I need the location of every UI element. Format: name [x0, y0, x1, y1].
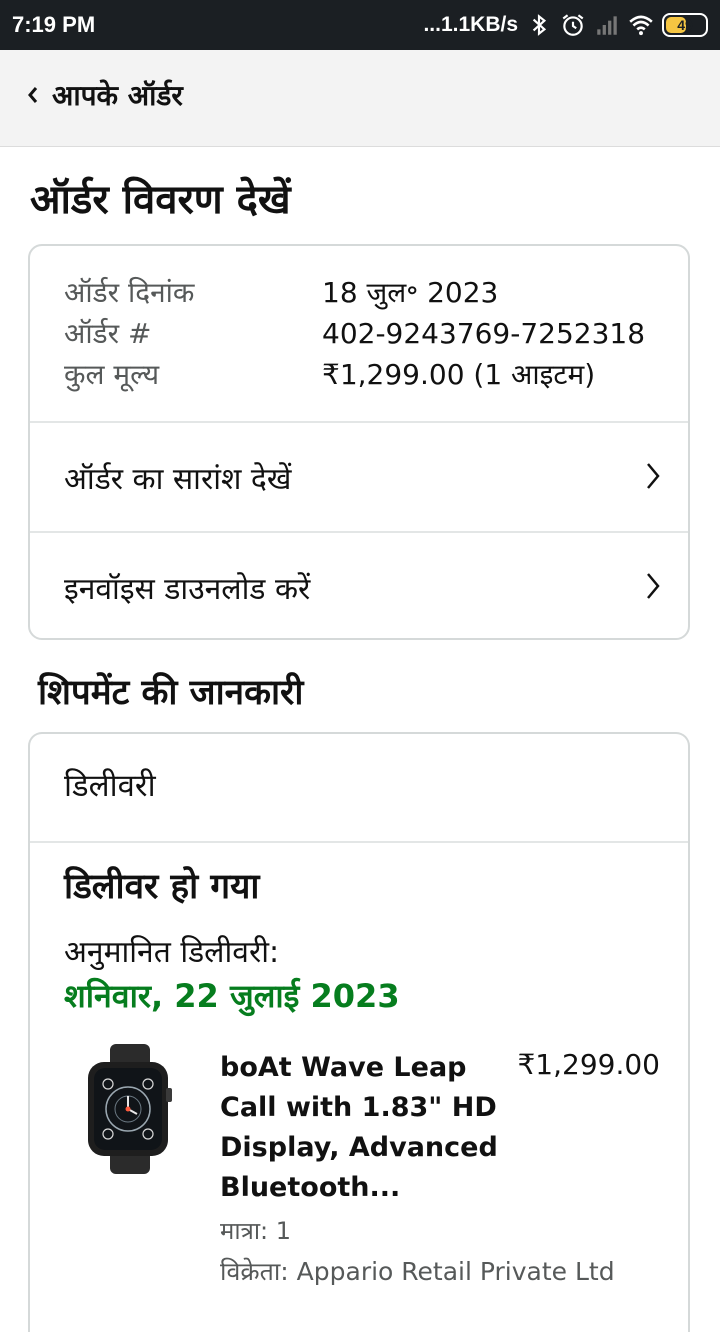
download-invoice-label: इनवॉइस डाउनलोड करें: [64, 571, 311, 607]
order-total-value: ₹1,299.00 (1 आइटम): [322, 358, 596, 391]
order-number-row: [64, 313, 645, 354]
delivery-status: डिलीवर हो गया: [64, 867, 260, 907]
chevron-left-icon: [26, 84, 40, 106]
order-date-value: 18 जुल॰ 2023: [322, 276, 499, 309]
order-date-label: ऑर्डर दिनांक: [64, 276, 195, 309]
network-speed: ...1.1KB/s: [423, 13, 518, 36]
order-date-row: [64, 272, 645, 313]
bluetooth-icon: [526, 12, 552, 38]
order-summary-label: ऑर्डर का सारांश देखें: [64, 461, 292, 497]
order-total-row: [64, 354, 645, 395]
order-summary-link[interactable]: [30, 423, 688, 531]
shipment-card: [28, 732, 690, 1332]
download-invoice-link[interactable]: [30, 533, 688, 640]
status-time: 7:19 PM: [12, 12, 96, 37]
battery-icon: [662, 13, 708, 37]
back-to-orders-link[interactable]: [26, 76, 183, 114]
chevron-right-icon: [644, 461, 662, 491]
order-number-label: ऑर्डर #: [64, 317, 152, 350]
battery-level: 49: [677, 17, 693, 33]
chevron-right-icon: [644, 571, 662, 601]
product-seller: विक्रेता: Appario Retail Private Ltd: [220, 1257, 615, 1286]
order-total-label: कुल मूल्य: [64, 358, 160, 391]
status-icons: [423, 10, 708, 40]
order-details: [64, 272, 645, 395]
wifi-icon: [628, 12, 654, 38]
alarm-icon: [560, 12, 586, 38]
back-link-label: आपके ऑर्डर: [52, 79, 183, 112]
shipment-section-title: शिपमेंट की जानकारी: [38, 673, 304, 713]
order-number-value: 402-9243769-7252318: [322, 317, 646, 350]
estimated-delivery-label: अनुमानित डिलीवरी:: [64, 935, 280, 970]
order-info-card: [28, 244, 690, 640]
product-image[interactable]: [80, 1044, 180, 1174]
product-price: ₹1,299.00: [517, 1048, 660, 1081]
product-title-link[interactable]: boAt Wave Leap Call with 1.83" HD Display, Advanced Bluetooth...: [220, 1052, 498, 1203]
signal-icon: [594, 12, 620, 38]
status-bar: [0, 0, 720, 50]
divider: [30, 841, 688, 843]
estimated-delivery-date: शनिवार, 22 जुलाई 2023: [64, 977, 400, 1015]
page-title: ऑर्डर विवरण देखें: [30, 177, 291, 223]
product-quantity: मात्रा: 1: [220, 1217, 292, 1245]
nav-header: [0, 50, 720, 147]
delivery-type: डिलीवरी: [64, 768, 156, 804]
